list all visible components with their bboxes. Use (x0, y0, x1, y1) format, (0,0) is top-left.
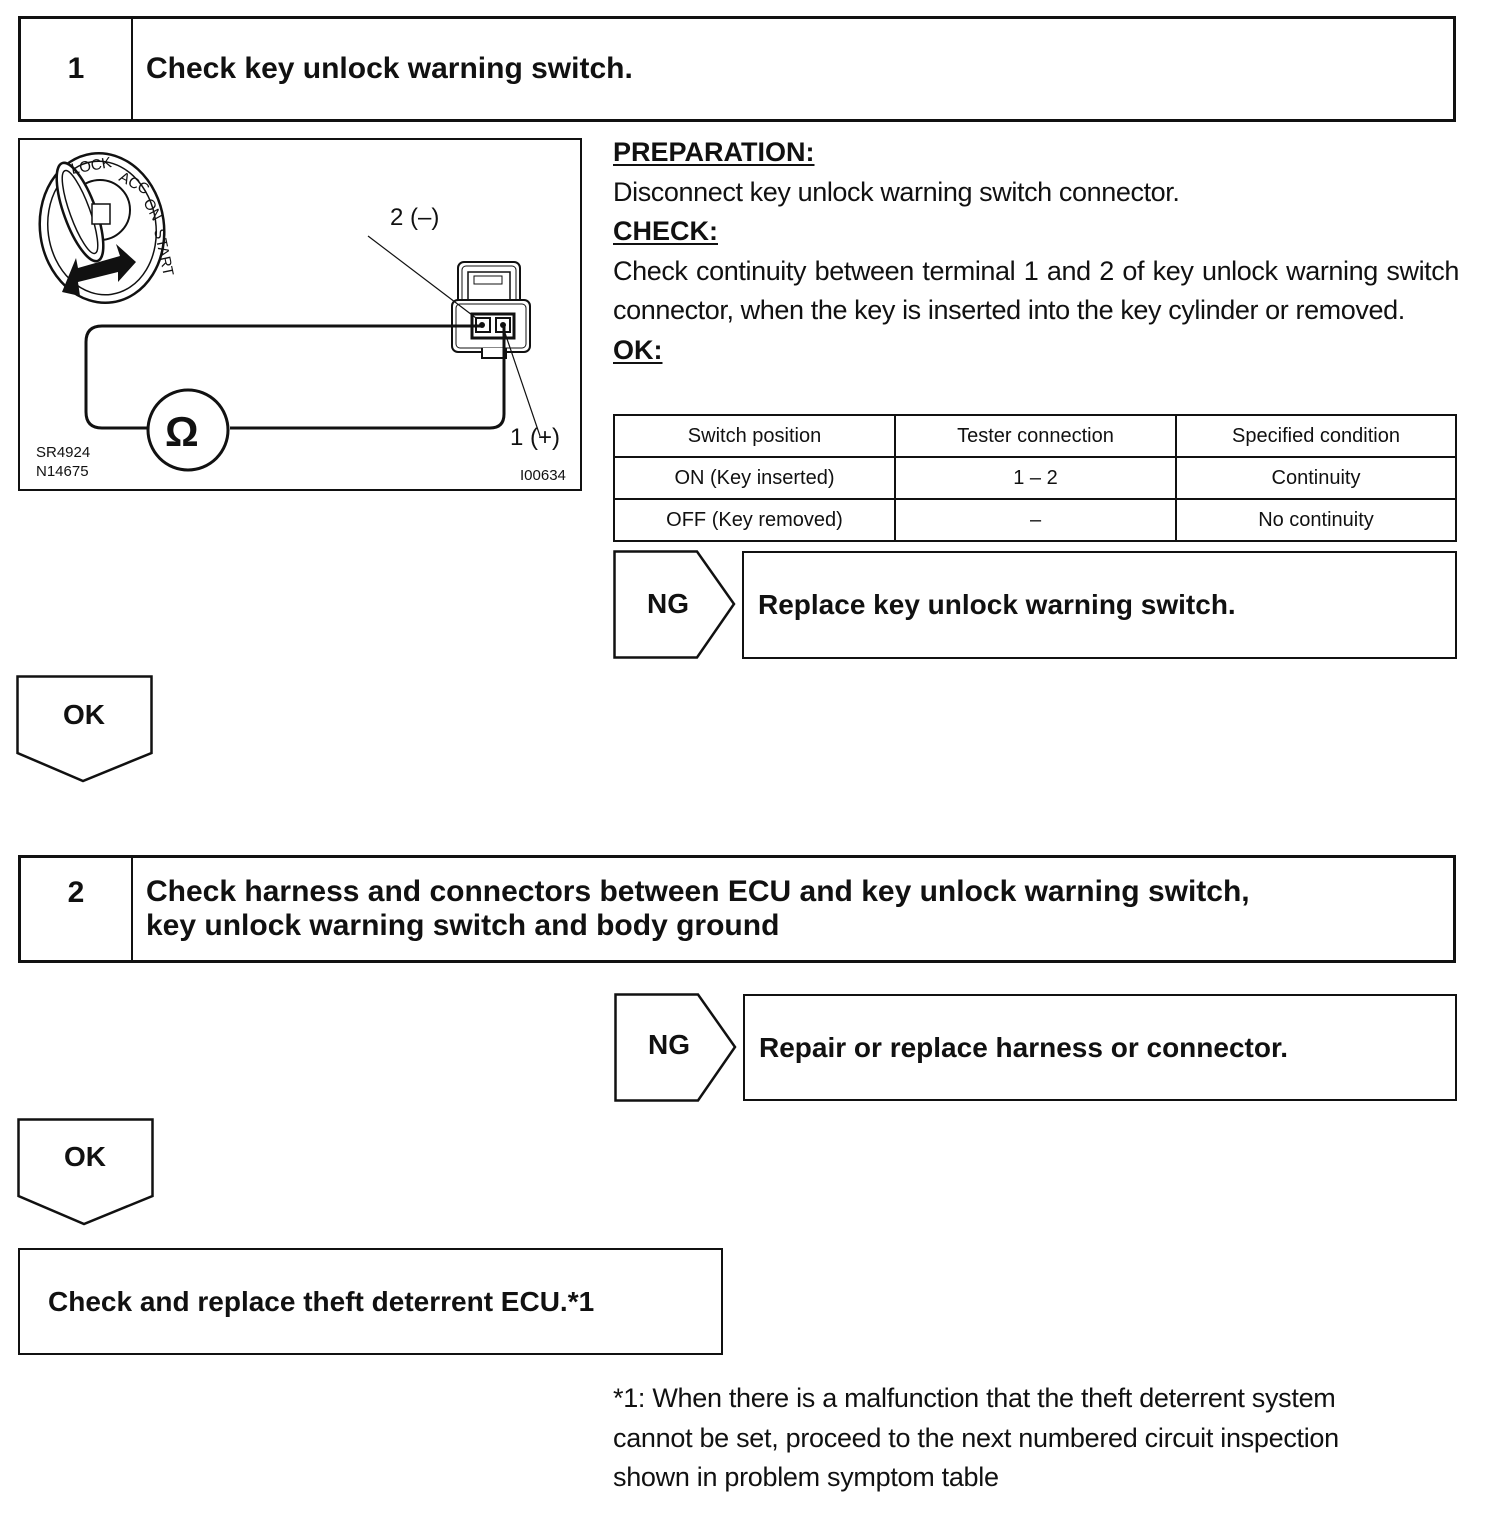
figure-id: I00634 (520, 467, 566, 484)
check-heading: CHECK: (613, 216, 718, 246)
step-2-ng-action (743, 994, 1457, 1101)
figure-code-2: N14675 (36, 463, 89, 480)
column-header-switch-position: Switch position (614, 415, 895, 457)
final-action-box (18, 1248, 723, 1355)
spec-table (613, 414, 1457, 542)
ok-label: OK (63, 699, 105, 730)
step-1-instructions (613, 133, 1463, 370)
column-header-tester-connection: Tester connection (895, 415, 1176, 457)
svg-text:START: START (150, 227, 177, 278)
footnote (613, 1379, 1473, 1498)
final-action-text: Check and replace theft deterrent ECU.*1 (48, 1285, 595, 1317)
cell-switch-position: ON (Key inserted) (614, 457, 895, 499)
step-1-ok-tag (16, 675, 154, 783)
preparation-text: Disconnect key unlock warning switch connector. (613, 176, 1180, 207)
cell-switch-position: OFF (Key removed) (614, 499, 895, 541)
footnote-line-2: cannot be set, proceed to the next numbered circuit inspection (613, 1422, 1339, 1453)
ng-label: NG (647, 588, 689, 619)
svg-text:ON: ON (139, 195, 166, 224)
ng-label: NG (648, 1029, 690, 1060)
step-1-ng-tag (613, 550, 739, 659)
footnote-line-3: shown in problem symptom table (613, 1462, 999, 1492)
svg-text:LOCK: LOCK (69, 154, 113, 178)
footnote-line-1: *1: When there is a malfunction that the theft deterrent system (613, 1383, 1336, 1413)
step-2-ng-tag (614, 993, 740, 1102)
ng-action-text: Replace key unlock warning switch. (758, 589, 1236, 620)
table-row (614, 457, 1456, 499)
svg-text:ACC: ACC (116, 168, 153, 199)
ignition-key-cylinder-icon (30, 145, 176, 311)
step-2-ok-tag (17, 1118, 155, 1226)
continuity-test-diagram (18, 138, 582, 491)
switch-connector-icon (452, 262, 530, 358)
ok-label: OK (64, 1141, 106, 1172)
step-1-header (18, 16, 1456, 122)
table-row (614, 499, 1456, 541)
step-1-ng-action (742, 551, 1457, 659)
step-1-title: Check key unlock warning switch. (146, 52, 633, 85)
check-text: Check continuity between terminal 1 and 2 of key unlock warning switch connector, when the key is inserted into the key cylinder or removed. (613, 255, 1459, 325)
cell-specified-condition: Continuity (1176, 457, 1456, 499)
spec-table-header-row (614, 415, 1456, 457)
step-2-title-line-2: key unlock warning switch and body ground (146, 909, 780, 942)
step-2-title (133, 858, 1453, 960)
terminal-1-label: 1 (+) (510, 424, 561, 451)
step-1-number: 1 (21, 19, 133, 119)
cell-tester-connection: 1 – 2 (895, 457, 1176, 499)
ok-heading: OK: (613, 334, 663, 365)
preparation-heading: PREPARATION: (613, 137, 815, 167)
ng-action-text: Repair or replace harness or connector. (759, 1031, 1289, 1063)
wiring-diagram-icon (20, 140, 580, 489)
column-header-specified-condition: Specified condition (1176, 415, 1456, 457)
figure-code-1: SR4924 (36, 444, 91, 461)
step-2-header (18, 855, 1456, 963)
cell-tester-connection: – (895, 499, 1176, 541)
cell-specified-condition: No continuity (1176, 499, 1456, 541)
step-2-number: 2 (21, 858, 133, 960)
terminal-2-label: 2 (–) (390, 204, 440, 231)
step-2-title-line-1: Check harness and connectors between ECU and key unlock warning switch, (146, 875, 1250, 908)
ohm-symbol: Ω (165, 408, 199, 455)
